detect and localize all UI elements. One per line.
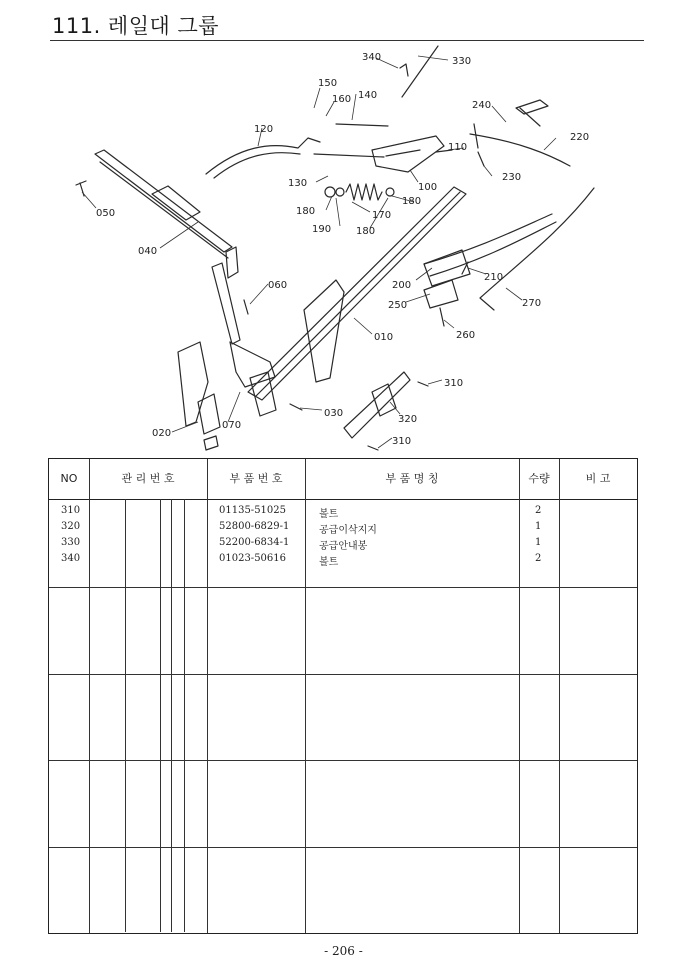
callout-150: 150	[318, 78, 338, 89]
callout-270: 270	[522, 298, 542, 309]
cell-part-name: 공급안내봉	[319, 541, 368, 552]
header-part-name: 부 품 명 칭	[385, 472, 439, 485]
part-170-spring	[346, 184, 382, 200]
header-part-number: 부 품 번 호	[229, 472, 283, 485]
callout-040: 040	[138, 246, 158, 257]
row-divider	[49, 587, 637, 588]
callout-330: 330	[452, 56, 472, 67]
callout-020: 020	[152, 428, 172, 439]
callout-100: 100	[418, 182, 438, 193]
col-divider	[207, 459, 208, 933]
cell-part-name: 볼트	[319, 557, 339, 568]
callout-130: 130	[288, 178, 308, 189]
col-divider	[559, 459, 560, 933]
part-100-block	[372, 136, 444, 172]
header-no: NO	[60, 472, 78, 485]
part-040-frame	[95, 150, 232, 252]
part-050-bolt	[76, 181, 86, 196]
callout-260: 260	[456, 330, 476, 341]
callout-320: 320	[398, 414, 418, 425]
cell-no: 310	[61, 505, 81, 516]
cell-part-name: 볼트	[319, 509, 339, 520]
part-260-bolt	[440, 308, 444, 326]
cell-part-name: 공급이삭지지	[319, 525, 377, 536]
part-040-flange	[100, 162, 238, 278]
part-320-bracket	[344, 372, 410, 438]
callout-220: 220	[570, 132, 590, 143]
callout-310: 310	[444, 378, 464, 389]
col-divider	[171, 499, 172, 932]
title-rule	[50, 40, 644, 41]
row-divider	[49, 847, 637, 848]
cell-part-number: 01023-50616	[219, 553, 287, 564]
callout-340: 340	[362, 52, 382, 63]
parts-table	[48, 458, 638, 934]
part-040-leg	[212, 263, 240, 344]
cell-part-number: 01135-51025	[219, 505, 287, 516]
callout-180-b: 180	[402, 196, 422, 207]
part-120-arm-b	[214, 153, 300, 178]
part-340-bolt	[400, 64, 408, 76]
col-divider	[305, 459, 306, 933]
cell-no: 320	[61, 521, 81, 532]
part-010-base	[250, 372, 276, 416]
callout-210: 210	[484, 272, 504, 283]
callout-030: 030	[324, 408, 344, 419]
part-310-bolt-b	[368, 446, 378, 450]
callout-160: 160	[332, 94, 352, 105]
part-190-washer	[325, 187, 335, 197]
parts-diagram	[0, 42, 687, 456]
row-divider	[49, 674, 637, 675]
part-060-bolt	[244, 300, 248, 314]
callout-230: 230	[502, 172, 522, 183]
row-divider	[49, 760, 637, 761]
cell-quantity: 2	[535, 553, 542, 564]
callout-050: 050	[96, 208, 116, 219]
cell-part-number: 52800-6829-1	[219, 521, 290, 532]
cell-quantity: 1	[535, 537, 542, 548]
part-180-washer-b	[386, 188, 394, 196]
table-header	[49, 459, 637, 500]
part-230-bolt	[478, 152, 484, 166]
part-140-rod	[336, 124, 388, 126]
cell-quantity: 1	[535, 521, 542, 532]
callout-240: 240	[472, 100, 492, 111]
col-divider	[125, 499, 126, 932]
callout-070: 070	[222, 420, 242, 431]
part-020-bracket	[178, 342, 208, 426]
col-divider	[160, 499, 161, 932]
callout-140: 140	[358, 90, 378, 101]
part-020-small	[204, 436, 218, 450]
callout-010: 010	[374, 332, 394, 343]
part-240-bracket	[516, 100, 548, 114]
part-020-plate	[198, 394, 220, 434]
callout-310-b: 310	[392, 436, 412, 447]
callout-060: 060	[268, 280, 288, 291]
callout-180: 180	[296, 206, 316, 217]
header-remark: 비 고	[585, 472, 611, 485]
part-120-arm	[206, 138, 320, 174]
callout-200: 200	[392, 280, 412, 291]
part-200-bracket	[424, 250, 470, 286]
col-divider	[184, 499, 185, 932]
callout-170: 170	[372, 210, 392, 221]
header-control-number: 관 리 번 호	[121, 472, 175, 485]
col-divider	[89, 459, 90, 933]
part-100-slot	[386, 150, 420, 156]
part-030-bolt	[290, 404, 302, 410]
cell-no: 340	[61, 553, 81, 564]
callout-180-c: 180	[356, 226, 376, 237]
part-270-rod	[480, 188, 594, 310]
header-quantity: 수량	[528, 472, 550, 485]
part-guide-bar-b	[430, 222, 556, 276]
callout-250: 250	[388, 300, 408, 311]
part-180-washer	[336, 188, 344, 196]
part-310-bolt	[418, 382, 428, 386]
page-title: 111. 레일대 그룹	[52, 14, 220, 38]
cell-no: 330	[61, 537, 81, 548]
page-number: - 206 -	[324, 944, 363, 958]
cell-quantity: 2	[535, 505, 542, 516]
callout-120: 120	[254, 124, 274, 135]
part-070-link	[230, 342, 275, 387]
col-divider	[519, 459, 520, 933]
part-320-tab	[372, 384, 396, 416]
callout-190: 190	[312, 224, 332, 235]
callout-110: 110	[448, 142, 468, 153]
cell-part-number: 52200-6834-1	[219, 537, 290, 548]
